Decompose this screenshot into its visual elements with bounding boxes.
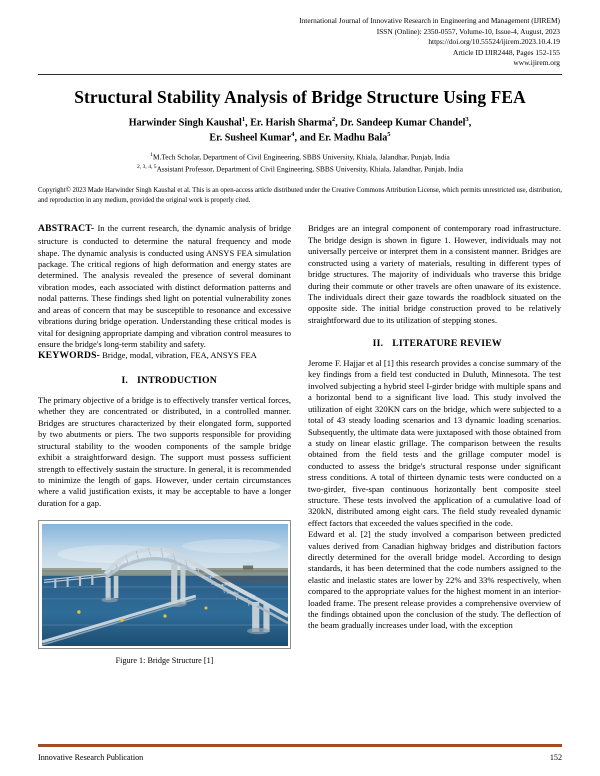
section-number: I. <box>121 375 129 387</box>
affiliation-line: $^1$M.Tech Scholar, Department of Civil Engineering, SBBS University, Khiala, Jalandhar, Punjab, India <box>150 152 450 162</box>
footer-divider <box>38 744 562 747</box>
right-paragraph-1: Bridges are an integral component of contemporary road infrastructure. The bridge design is shown in figure 1. However, individuals may not universally perceive or interpret them in a consistent manner. Bridges are constructed using a variety of materials, resulting in different types of bridge structures. The majority of individuals who traverse this bridge during their commute or other travels are often unaware of its existence. The individuals direct their gaze towards the roadblock situated on the opposite side. The initial bridge construction proved to be relatively straightforward due to its utilization of stepping stones. <box>308 223 561 325</box>
journal-masthead <box>38 16 562 69</box>
journal-article-id: Article ID IJIR2448, Pages 152-155 <box>453 47 560 57</box>
left-column <box>38 223 291 667</box>
section-title: INTRODUCTION <box>137 375 217 387</box>
publisher-name: Innovative Research Publication <box>38 753 144 762</box>
section-number: II. <box>372 338 384 350</box>
introduction-paragraph: The primary objective of a bridge is to effectively transfer vertical forces, whether they are concentrated or distributed, in a controlled manner. Bridges are structures characterized by their elongated form, supported by two abutments or piers. The two supports responsible for providing structural stability to the wooden components of the sample bridge exhibit a straightforward design. The support must possess sufficient strength to effectively sustain the structure. In general, it is recommended to minimize the length of gaps. However, under certain circumstances where a valid justification exists, it may be acceptable to have a longer duration for a gap. <box>38 395 291 508</box>
abstract-text: In the current research, the dynamic analysis of bridge structure is conducted to determine the natural frequency and mode shape. The dynamic analysis is conducted using ANSYS FEA simulation package. The critical regions of high deformation and energy states are determined. The analysis revealed the presence of several dominant vibration modes, each associated with distinct deformation patterns and nodal patterns. These findings shed light on potential vulnerability zones and areas of concern that may be susceptible to resonance and excessive vibrations during bridge operation. Understanding these critical modes is vital for designing appropriate damping and vibration control measures to ensure the bridge's long-term stability and safety. <box>38 223 291 349</box>
page-number: 152 <box>549 753 562 762</box>
figure-frame <box>38 520 291 649</box>
keywords-text: Bridge, modal, vibration, FEA, ANSYS FEA <box>100 350 257 361</box>
section-title: LITERATURE REVIEW <box>392 338 502 350</box>
journal-doi: https://doi.org/10.55524/ijirem.2023.10.4.19 <box>428 37 560 47</box>
author-list <box>38 115 562 146</box>
affiliation-line: $^{2, 3, 4, 5}$Assistant Professor, Department of Civil Engineering, SBBS University, Khiala, Jalandhar, Punjab, India <box>137 164 463 174</box>
page-footer <box>38 744 562 762</box>
figure-caption: Figure 1: Bridge Structure [1] <box>115 656 214 666</box>
journal-website: www.ijirem.org <box>513 58 560 68</box>
paper-title: Structural Stability Analysis of Bridge Structure Using FEA <box>74 86 526 107</box>
section-heading-literature-review <box>308 338 561 351</box>
body-columns <box>38 223 562 667</box>
right-paragraph-2: Jerome F. Hajjar et al [1] this research provides a concise summary of the key findings from a field test conducted in Duluth, Minnesota. The test involved subjecting a hybrid steel I-girder bridge with multiple spans and a horizontal bend to a significant live load. This study involved the utilization of eight 320KN cars on the bridge, which were subjected to a total of 43 steady loading scenarios and 13 dynamic loading scenarios. Subsequently, the ultimate data were juxtaposed with those obtained from a study on linear elastic grillage. The comparison between the results obtained from the field tests and the grillage computer model is conducted to assess the bridge's structural response under significant stress conditions. A total of thirteen dynamic tests were conducted on a two-girder, five-span continuous horizontally bent composite steel structure. These tests involved the application of a cumulative load of 320kN, distributed among eight cars. The field study revealed dynamic effect factors that exceeded the values specified in the code. <box>308 358 561 528</box>
keywords-label: KEYWORDS- <box>38 350 101 362</box>
abstract-paragraph <box>38 223 291 350</box>
journal-issn: ISSN (Online): 2350-0557, Volume-10, Issue-4, August, 2023 <box>376 26 560 36</box>
journal-name: International Journal of Innovative Research in Engineering and Management (IJIREM) <box>299 16 560 25</box>
section-heading-introduction <box>38 375 291 388</box>
keywords-paragraph <box>38 350 291 363</box>
author-line-2: Er. Susheel Kumar$^4$, and Er. Madhu Bala$^5$ <box>209 131 391 144</box>
copyright-notice: Copyright© 2023 Made Harwinder Singh Kaushal et al. This is an open-access article distributed under the Creative Commons Attribution License, which permits unrestricted use, distribution, and reproduction in any medium, provided the original work is properly cited. <box>38 186 562 205</box>
footer-row <box>38 753 562 762</box>
bridge-photo-svg <box>42 524 288 646</box>
right-paragraph-3: Edward et al. [2] the study involved a comparison between predicted values derived from Canadian highway bridges and distribution factors directly determined for the overall bridge model. According to design standards, it has been determined that the code numbers assigned to the elastic and inelastic states are lower by 22% and 33% respectively, when compared to the appropriate values for the highest moment in an interior-loaded frame. The present release provides a comprehensive overview of the findings obtained upon the conclusion of the study. The deflection of the beam gradually increases under load, with the exception <box>308 529 561 631</box>
figure-1 <box>38 520 291 667</box>
masthead-divider <box>38 74 562 75</box>
affiliation-list <box>38 151 562 176</box>
author-line-1: Harwinder Singh Kaushal$^1$, Er. Harish Sharma$^2$, Dr. Sandeep Kumar Chandel$^3$, <box>128 115 472 129</box>
bridge-photo <box>42 524 288 646</box>
right-column <box>308 223 561 667</box>
abstract-label: ABSTRACT- <box>38 223 95 235</box>
